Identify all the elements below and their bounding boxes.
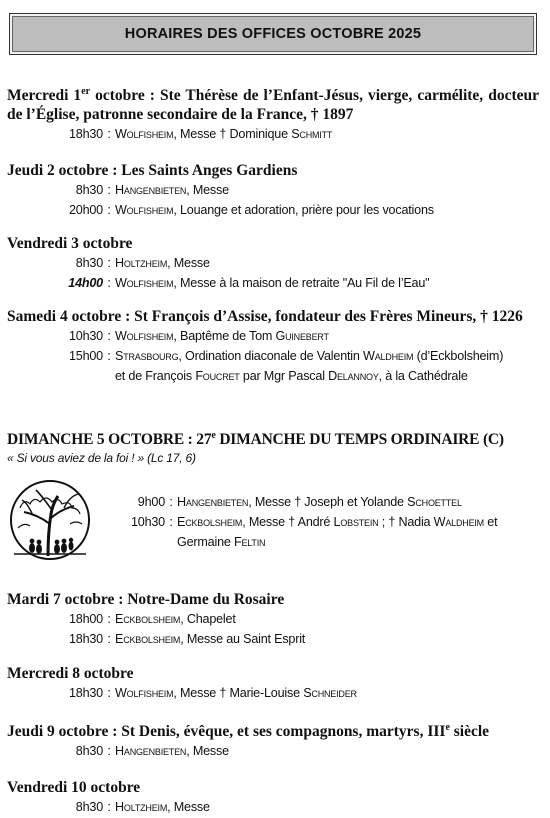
day-heading: Mercredi 1er octobre : Ste Thérèse de l’Enfant-Jésus, vierge, carmélite, docteur de l’Église, patronne secondaire de la France, † 1897 [7, 85, 539, 123]
schedule-entry: 18h30 : Eckbolsheim, Messe au Saint Esprit [68, 632, 306, 646]
day-heading: DIMANCHE 5 OCTOBRE : 27e DIMANCHE DU TEMPS ORDINAIRE (C) [7, 429, 504, 448]
schedule-entry-continuation: et de François Foucret par Mgr Pascal Delannoy, à la Cathédrale [115, 369, 468, 383]
title-banner [9, 13, 537, 55]
schedule-entry: 18h30 : Wolfisheim, Messe † Marie-Louise Schneider [68, 686, 357, 700]
schedule-entry: 8h30 : Hangenbieten, Messe [75, 744, 229, 758]
day-oct-5-sunday [7, 430, 539, 467]
schedule-entry: 10h30 : Eckbolsheim, Messe † André Lobstein ; † Nadia Waldheim et [130, 515, 498, 529]
schedule-entry: 10h30 : Wolfisheim, Baptême de Tom Guinebert [68, 329, 329, 343]
day-heading: Jeudi 2 octobre : Les Saints Anges Gardiens [7, 162, 298, 179]
day-heading: Vendredi 3 octobre [7, 235, 133, 252]
schedule-entry: 14h00 : Wolfisheim, Messe à la maison de retraite "Au Fil de l’Eau" [68, 276, 430, 290]
day-heading: Mercredi 8 octobre [7, 665, 134, 682]
schedule-entry-continuation: Germaine Feltin [177, 535, 266, 549]
schedule-entry: 18h30 : Wolfisheim, Messe † Dominique Schmitt [68, 127, 333, 141]
day-oct-10 [7, 778, 539, 817]
schedule-entry: 8h30 : Holtzheim, Messe [75, 256, 210, 270]
day-oct-7 [7, 590, 539, 649]
page-title: HORAIRES DES OFFICES OCTOBRE 2025 [124, 26, 422, 42]
day-oct-3 [7, 234, 539, 293]
schedule-entry: 18h00 : Eckbolsheim, Chapelet [68, 612, 236, 626]
schedule-entry: 15h00 : Strasbourg, Ordination diaconale de Valentin Waldheim (d’Eckbolsheim) [68, 349, 504, 363]
schedule-entry: 8h30 : Holtzheim, Messe [75, 800, 210, 814]
day-heading: Samedi 4 octobre : St François d’Assise, fondateur des Frères Mineurs, † 1226 [7, 308, 523, 325]
schedule-entry: 8h30 : Hangenbieten, Messe [75, 183, 229, 197]
day-oct-4 [7, 307, 539, 386]
day-oct-8 [7, 664, 539, 703]
schedule-entry: 9h00 : Hangenbieten, Messe † Joseph et Yolande Schoettel [137, 495, 462, 509]
schedule-entry: 20h00 : Wolfisheim, Louange et adoration, prière pour les vocations [68, 203, 434, 217]
day-heading: Vendredi 10 octobre [7, 779, 141, 796]
day-heading: Jeudi 9 octobre : St Denis, évêque, et ses compagnons, martyrs, IIIe siècle [7, 721, 490, 740]
day-oct-9 [7, 722, 539, 761]
day-oct-1 [7, 86, 539, 144]
gospel-quote: « Si vous aviez de la foi ! » (Lc 17, 6) [7, 451, 196, 465]
day-oct-2 [7, 161, 539, 220]
day-heading: Mardi 7 octobre : Notre-Dame du Rosaire [7, 591, 285, 608]
sunday-schedule [34, 492, 544, 552]
